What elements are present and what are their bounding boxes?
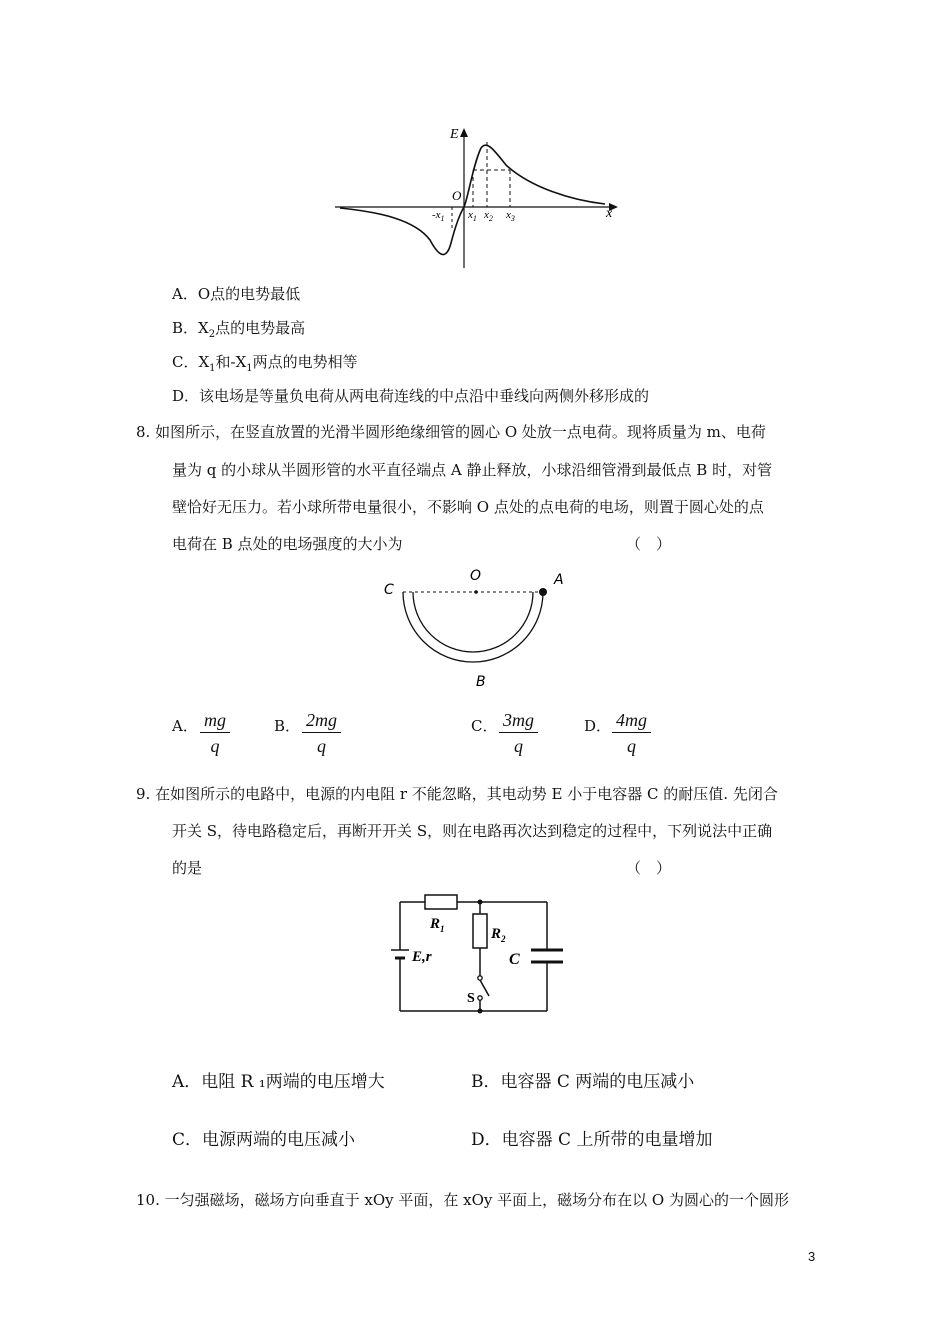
page-number: 3 xyxy=(808,1249,816,1264)
q7-option-a: A．O点的电势最低 xyxy=(172,285,301,303)
q8-option-c-fraction: $\frac{3mg}{q}$ xyxy=(499,708,538,759)
q9-option-a: A．电阻 R ₁两端的电压增大 xyxy=(172,1072,385,1092)
label-o: O xyxy=(470,568,482,584)
q7-option-b: B．$X_2$点的电势最高 xyxy=(172,319,306,340)
label-b: B xyxy=(476,674,486,690)
q9-stem-line-1: 9. 在如图所示的电路中，电源的内电阻 r 不能忽略，其电动势 E 小于电容器 C 的耐压值. 先闭合 xyxy=(136,785,778,803)
q8-option-d-fraction: $\frac{4mg}{q}$ xyxy=(612,708,651,759)
q8-option-a-fraction: $\frac{mg}{q}$ xyxy=(200,708,230,759)
q7-option-d: D．该电场是等量负电荷从两电荷连线的中点沿中垂线向两侧外移形成的 xyxy=(172,387,650,405)
label-c: C xyxy=(384,582,394,598)
origin-label: O xyxy=(452,188,462,203)
label-capacitor: C xyxy=(509,951,520,968)
label-r1: $R_1$ xyxy=(430,916,445,934)
q8-answer-bracket: （ ） xyxy=(626,535,672,553)
tick-label-x2: $x_2$ xyxy=(484,209,493,223)
q8-stem-line-3: 壁恰好无压力。若小球所带电量很小，不影响 O 点处的点电荷的电场，则置于圆心处的点 xyxy=(172,498,764,516)
axis-label-x: x xyxy=(606,206,613,221)
q8-option-b-label: B． xyxy=(274,717,301,735)
q8-stem-line-1: 8. 如图所示，在竖直放置的光滑半圆形绝缘细管的圆心 O 处放一点电荷。现将质量为 m、电荷 xyxy=(136,423,766,441)
q7-option-c: C．$X_1$和$-X_1$两点的电势相等 xyxy=(172,353,358,374)
q8-option-a-label: A． xyxy=(172,717,198,735)
tick-label-x3: $x_3$ xyxy=(506,209,515,223)
q9-stem-line-3: 的是 xyxy=(172,859,203,877)
q8-option-b-fraction: $\frac{2mg}{q}$ xyxy=(302,708,341,759)
q9-option-d: D．电容器 C 上所带的电量增加 xyxy=(471,1130,713,1150)
label-a: A xyxy=(554,572,564,588)
q8-stem-line-2: 量为 q 的小球从半圆形管的水平直径端点 A 静止释放，小球沿细管滑到最低点 B 时，对管 xyxy=(172,461,773,479)
label-source: E,r xyxy=(412,949,432,965)
semicircle-tube-figure xyxy=(370,562,580,692)
q10-stem-line-1: 10. 一匀强磁场，磁场方向垂直于 xOy 平面，在 xOy 平面上，磁场分布在以 O 为圆心的一个圆形 xyxy=(136,1191,789,1209)
q8-option-c-label: C． xyxy=(471,717,498,735)
tick-label-x1: $x_1$ xyxy=(468,209,477,223)
q8-stem-line-4: 电荷在 B 点处的电场强度的大小为 xyxy=(172,535,403,553)
q9-option-c: C．电源两端的电压减小 xyxy=(172,1130,356,1150)
tick-label-neg-x1: $-x_1$ xyxy=(432,209,445,223)
q9-option-b: B．电容器 C 两端的电压减小 xyxy=(471,1072,695,1092)
circuit-figure xyxy=(385,886,575,1018)
axis-label-e: E xyxy=(450,127,459,142)
q9-stem-line-2: 开关 S，待电路稳定后，再断开开关 S，则在电路再次达到稳定的过程中，下列说法中正确 xyxy=(172,822,773,840)
q8-option-d-label: D． xyxy=(584,717,612,735)
label-r2: $R_2$ xyxy=(491,926,506,944)
e-field-graph xyxy=(330,120,630,270)
q9-answer-bracket: （ ） xyxy=(626,859,672,877)
label-switch: S xyxy=(467,991,475,1006)
